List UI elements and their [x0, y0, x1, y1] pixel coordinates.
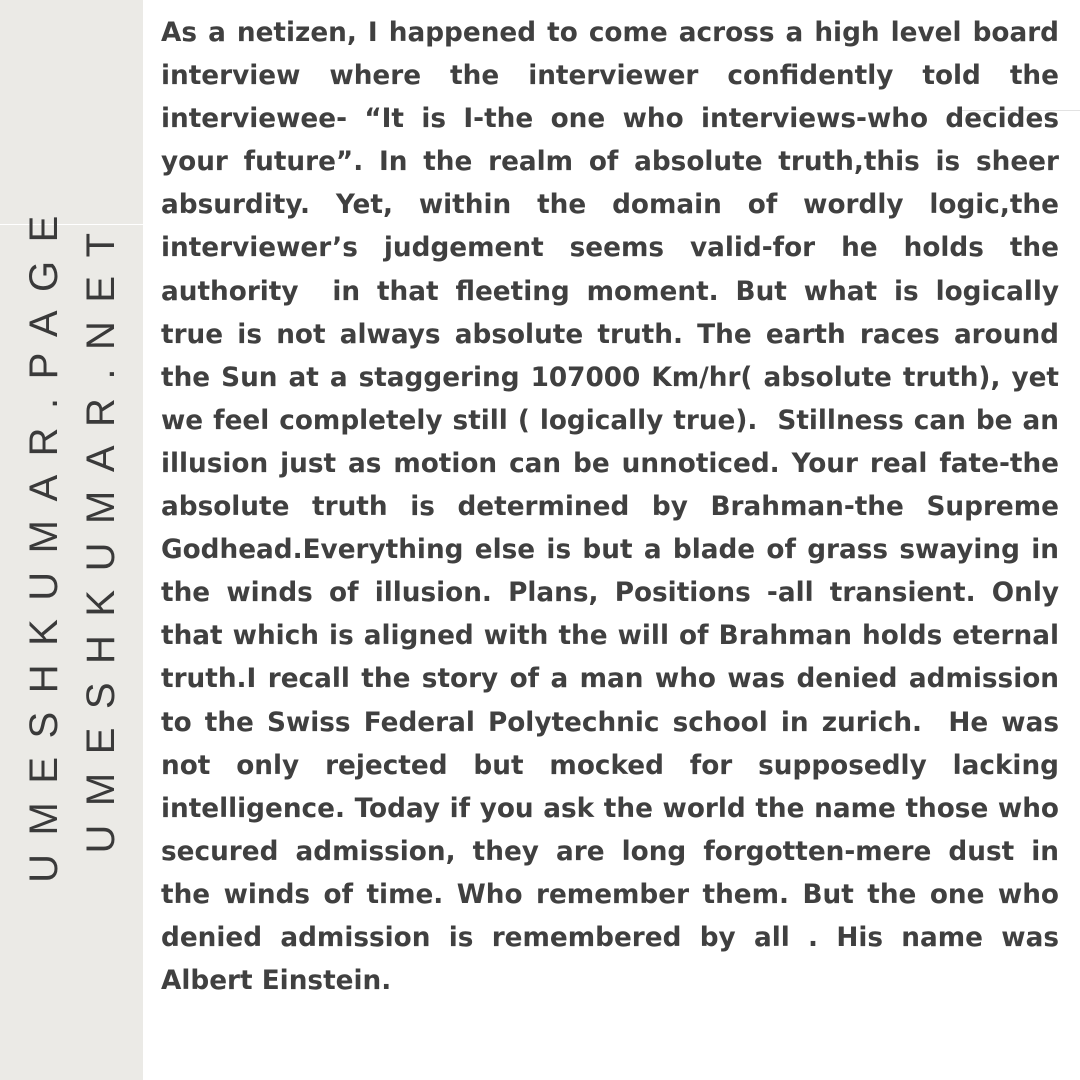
site-name-net: UMESHKUMAR.NET [79, 214, 123, 854]
article-body: As a netizen, I happened to come across a high level board interview where the interviewer confidently told the interviewee- “It is I-the one who interviews-who decides your future”. In the realm of absolute truth,this is sheer absurdity. Yet, within the domain of wordly logic,the interviewer’s judgement seems valid-for he holds the authority in that fleeting moment. But what is logically true is not always absolute truth. The earth races around the Sun at a staggering 107000 Km/hr( absolute truth), yet we feel completely still ( logically true). Stillness can be an illusion just as motion can be unnoticed. Your real fate-the absolute truth is determined by Brahman-the Supreme Godhead.Everything else is but a blade of grass swaying in the winds of illusion. Plans, Positions -all transient. Only that which is aligned with the will of Brahman holds eternal truth.I recall the story of a man who was denied admission to the Swiss Federal Polytechnic school in zurich. He was not only rejected but mocked for supposedly lacking intelligence. Today if you ask the world the name those who secured admission, they are long forgotten-mere dust in the winds of time. Who remember them. But the one who denied admission is remembered by all . His name was Albert Einstein. [161, 18, 1069, 997]
sidebar-panel [0, 0, 143, 1080]
site-name-page: UMESHKUMAR.PAGE [22, 197, 66, 883]
